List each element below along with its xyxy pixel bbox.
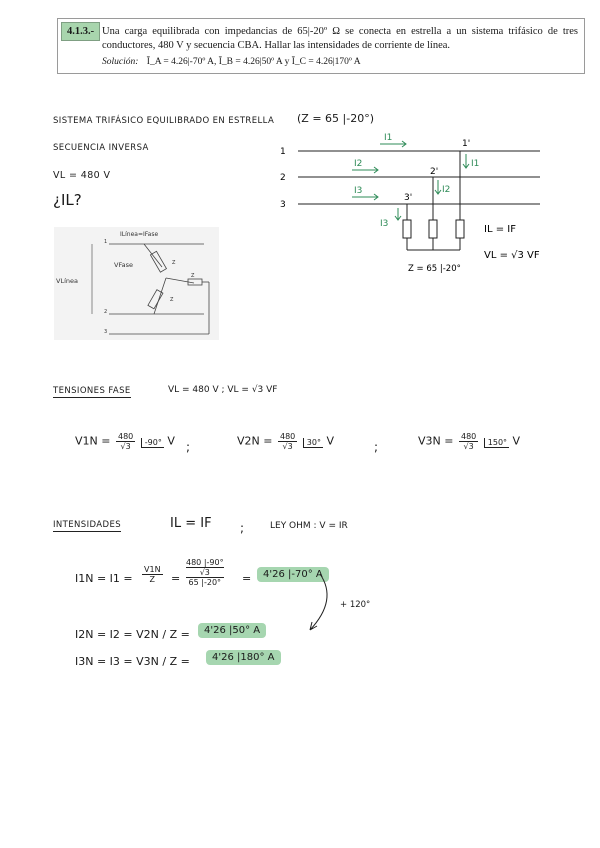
v1n-equation: V1N = $\frac{480}{√3}$ -90° V: [75, 432, 175, 451]
system-title: SISTEMA TRIFÁSICO EQUILIBRADO EN ESTRELLA: [53, 116, 275, 126]
sketch-vlinea: VLínea: [56, 277, 78, 285]
v2n-num: 480: [279, 432, 296, 441]
i1-frac2-num: 480 |-90°: [186, 558, 224, 567]
rotation-arrow: [300, 570, 340, 636]
sketch-z-1: Z: [172, 260, 176, 266]
question-note: ¿IL?: [53, 191, 82, 209]
current-label-3-branch: I3: [380, 219, 389, 229]
sketch-node-3: 3: [104, 329, 108, 335]
line-number-3: 3: [280, 200, 286, 210]
current-label-1-branch: I1: [471, 159, 480, 169]
v1n-num: 480: [117, 432, 134, 441]
i1-lhs: I1N = I1 =: [75, 572, 133, 585]
node-label-2: 2': [430, 167, 439, 177]
i2-lhs: I2N = I2 = V2N / Z =: [75, 628, 190, 641]
v3n-equation: V3N = $\frac{480}{√3}$ 150° V: [418, 432, 521, 451]
sketch-z-2: Z: [191, 273, 195, 279]
relation-voltage: VL = √3 VF: [484, 250, 540, 261]
problem-box: [57, 18, 585, 74]
problem-statement: Una carga equilibrada con impedancias de 65|-20º Ω se conecta en estrella a un sistema trifásico de tres conductores, 480 V y secuencia CBA. Hallar las intensidades de corriente de línea.: [102, 26, 578, 51]
intensidades-relation: IL = IF: [170, 516, 212, 531]
v3n-name: V3N: [418, 434, 441, 448]
v1n-unit: V: [167, 434, 175, 448]
problem-number: 4.1.3.-: [61, 22, 100, 41]
i1-eq-1: =: [171, 572, 181, 585]
v3n-angle: 150°: [484, 438, 509, 448]
load-impedance-2: [429, 220, 437, 238]
v2n-angle: 30°: [303, 438, 323, 448]
i1-frac1: [140, 565, 165, 584]
current-label-1: I1: [384, 133, 393, 143]
intensidades-separator: ;: [240, 521, 245, 535]
v1n-name: V1N: [75, 434, 98, 448]
load-impedance-3: [403, 220, 411, 238]
i1-eq-2: =: [242, 572, 252, 585]
separator-1: ;: [186, 440, 191, 454]
v2n-name: V2N: [237, 434, 260, 448]
i1-result: 4'26 |-70° A: [257, 567, 329, 582]
v3n-num: 480: [460, 432, 477, 441]
tensiones-relation: VL = 480 V ; VL = √3 VF: [168, 385, 278, 395]
relation-current: IL = IF: [484, 224, 516, 235]
impedance-note: (Z = 65 |-20°): [297, 112, 374, 125]
i1-frac1-num: V1N: [144, 565, 161, 574]
node-label-1: 1': [462, 139, 471, 149]
line-number-1: 1: [280, 147, 286, 157]
v3n-unit: V: [512, 434, 521, 448]
current-label-2-branch: I2: [442, 185, 451, 195]
i1-frac2: [186, 558, 224, 587]
v2n-unit: V: [326, 434, 334, 448]
node-label-3: 3': [404, 193, 413, 203]
rotation-label: + 120°: [340, 600, 371, 610]
v1n-angle: -90°: [141, 438, 164, 448]
current-label-3: I3: [354, 186, 363, 196]
i3-lhs: I3N = I3 = V3N / Z =: [75, 655, 190, 668]
sketch-z-3: Z: [170, 297, 174, 303]
star-sketch: [54, 227, 219, 340]
star-impedance-label: Z = 65 |-20°: [408, 264, 461, 274]
solution-line: [102, 57, 361, 67]
current-label-2: I2: [354, 159, 363, 169]
v3n-den: √3: [463, 442, 474, 451]
circuit-diagram: [270, 120, 570, 280]
line-number-2: 2: [280, 173, 286, 183]
tensiones-heading: TENSIONES FASE: [53, 386, 131, 396]
ohm-law: LEY OHM : V = IR: [270, 521, 348, 531]
sketch-vfase: VFase: [114, 261, 133, 269]
i3-result: 4'26 |180° A: [206, 650, 281, 665]
v2n-equation: V2N = $\frac{480}{√3}$ 30° V: [237, 432, 334, 451]
solution-values: Ī_A = 4.26|-70º A, Ī_B = 4.26|50º A y Ī_C = 4.26|170º A: [146, 57, 361, 67]
i1-frac1-den: Z: [149, 575, 156, 584]
intensidades-heading: INTENSIDADES: [53, 520, 122, 530]
solution-label: Solución:: [102, 57, 139, 67]
sequence-note: SECUENCIA INVERSA: [53, 143, 149, 153]
sketch-node-1: 1: [104, 239, 108, 245]
i1-frac2-den: 65 |-20°: [188, 578, 222, 587]
v2n-den: √3: [282, 442, 293, 451]
sketch-node-2: 2: [104, 309, 108, 315]
i1-frac2-mid: √3: [186, 568, 224, 578]
load-impedance-1: [456, 220, 464, 238]
v1n-den: √3: [120, 442, 131, 451]
i2-result: 4'26 |50° A: [198, 623, 266, 638]
line-voltage-note: VL = 480 V: [53, 170, 111, 181]
sketch-ilinea: ILínea=IFase: [120, 231, 159, 238]
separator-2: ;: [374, 440, 379, 454]
